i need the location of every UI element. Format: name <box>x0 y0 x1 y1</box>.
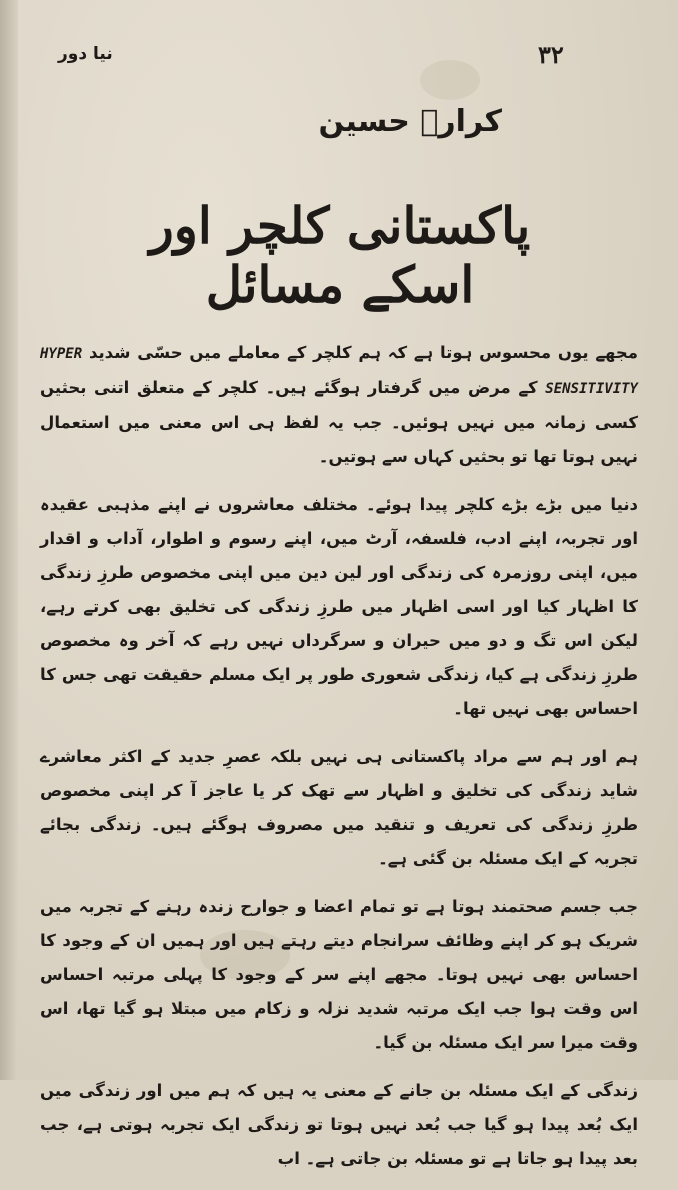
paragraph-1-text-end: کے مرض میں گرفتار ہوگئے ہیں۔ کلچر کے متعلق اتنی بحثیں کسی زمانہ میں نہیں ہوئیں۔ جب یہ لفظ ہی اس معنی میں استعمال نہیں ہوتا تھا تو بحثیں کہاں سے ہوتیں۔ <box>40 378 638 466</box>
page-spine-shadow <box>0 0 18 1080</box>
article-author: کرارؔ حسین <box>318 104 502 139</box>
paragraph-2: دنیا میں بڑے بڑے کلچر پیدا ہوئے۔ مختلف معاشروں نے اپنے مذہبی عقیدہ اور تجربہ، اپنے ادب، فلسفہ، آرٹ میں، اپنے رسوم و اطوار، آداب و اقدار میں، اپنی روزمرہ کی زندگی اور لین دین میں اپنی مخصوص طرزِ زندگی کا اظہار کیا اور اسی اظہار میں طرزِ زندگی کی تخلیق بھی کرتے رہے، لیکن اس تگ و دو میں حیران و سرگرداں نہیں رہے کہ آخر وہ مخصوص طرزِ زندگی ہے کیا، زندگی شعوری طور پر ایک مسلم حقیقت تھی جس کا احساس بھی نہیں تھا۔ <box>40 495 638 718</box>
english-term: HYPER SENSITIVITY <box>40 346 638 397</box>
paragraph-5: زندگی کے ایک مسئلہ بن جانے کے معنی یہ ہیں کہ ہم میں اور زندگی میں ایک بُعد پیدا ہو گیا جب بُعد نہیں ہوتا تو زندگی ایک تجربہ ہوتی ہے، جب بعد پیدا ہو جاتا ہے تو مسئلہ بن جاتی ہے۔ اب <box>40 1081 638 1168</box>
page-header <box>0 40 678 80</box>
magazine-name: نیا دور <box>58 44 113 64</box>
article-title: پاکستانی کلچر اور اسکے مسائل <box>149 196 531 314</box>
paragraph-1-text-start: مجھے یوں محسوس ہوتا ہے کہ ہم کلچر کے معاملے میں حسّی شدید <box>88 343 638 362</box>
article-body <box>40 336 638 1190</box>
page-number: ۳۲ <box>538 40 564 69</box>
paragraph-4: جب جسم صحتمند ہوتا ہے تو تمام اعضا و جوارح زندہ رہنے کے تجربہ میں شریک ہو کر اپنے وظائف سرانجام دیتے رہتے ہیں اور ہمیں ان کے وجود کا احساس بھی نہیں ہوتا۔ مجھے اپنے سر کے وجود کا پہلی مرتبہ احساس اس وقت ہوا جب ایک مرتبہ شدید نزلہ و زکام میں مبتلا ہو گیا تھا، اس وقت میرا سر ایک مسئلہ بن گیا۔ <box>40 897 638 1052</box>
paragraph-1 <box>40 336 638 474</box>
paragraph-3: ہم اور ہم سے مراد پاکستانی ہی نہیں بلکہ عصرِ جدید کے اکثر معاشرے شاید زندگی کی تخلیق و اظہار سے تھک کر یا عاجز آ کر اپنی مخصوص طرزِ زندگی کی تعریف و تنقید میں مصروف ہوگئے ہیں۔ زندگی بجائے تجربہ کے ایک مسئلہ بن گئی ہے۔ <box>40 747 638 868</box>
